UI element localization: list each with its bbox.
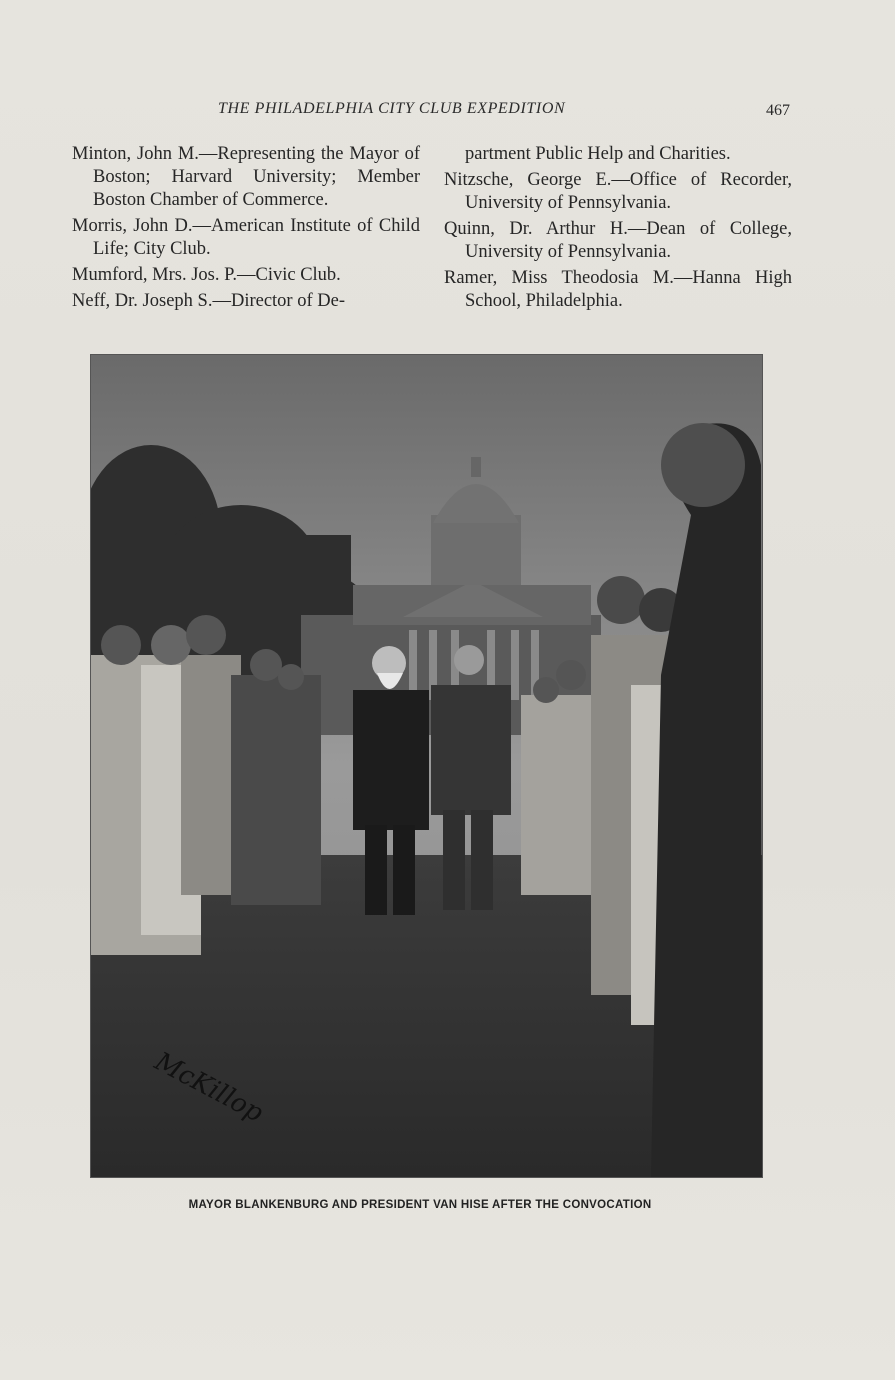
- photographer-signature: McKillop: [149, 1046, 268, 1129]
- running-title: THE PHILADELPHIA CITY CLUB EXPEDITION: [218, 100, 566, 117]
- directory-entry: Quinn, Dr. Arthur H.—Dean of College, University of Pennsylvania.: [444, 219, 792, 262]
- directory-entry: Mumford, Mrs. Jos. P.—Civic Club.: [72, 265, 341, 285]
- directory-entry-continuation: partment Public Help and Charities.: [465, 144, 731, 164]
- directory-entry: Morris, John D.—American Institute of Child Life; City Club.: [72, 216, 420, 259]
- directory-entry: Minton, John M.—Representing the Mayor of Boston; Harvard University; Member Boston Chamber of Commerce.: [72, 144, 420, 210]
- running-head: [0, 100, 895, 124]
- directory-entry: Neff, Dr. Joseph S.—Director of De-: [72, 291, 345, 311]
- directory-entry: Ramer, Miss Theodosia M.—Hanna High School, Philadelphia.: [444, 268, 792, 311]
- photograph: [90, 354, 763, 1178]
- photograph-illustration: [91, 355, 762, 1177]
- left-column: [72, 143, 420, 316]
- right-column: [444, 143, 792, 316]
- page-number: 467: [766, 102, 790, 119]
- directory-list: [72, 143, 790, 343]
- photo-caption: MAYOR BLANKENBURG AND PRESIDENT VAN HISE AFTER THE CONVOCATION: [188, 1199, 652, 1211]
- directory-entry: Nitzsche, George E.—Office of Recorder, University of Pennsylvania.: [444, 170, 792, 213]
